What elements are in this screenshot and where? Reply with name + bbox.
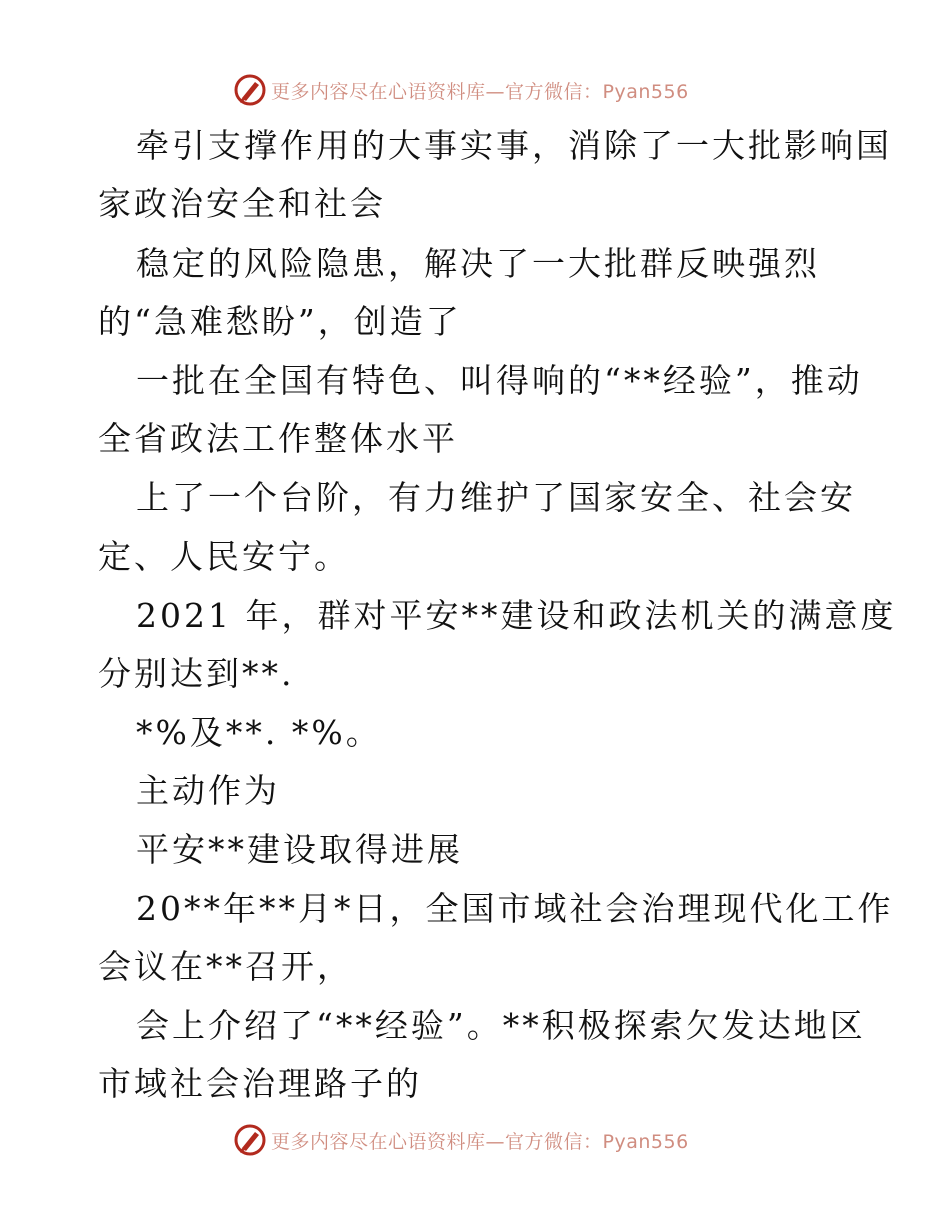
watermark-text: 更多内容尽在心语资料库—官方微信：Pyan556 <box>271 1130 689 1153</box>
text-line: *%及**. *%。 <box>136 713 382 752</box>
pen-logo-icon <box>233 1123 267 1157</box>
footer-watermark <box>233 1122 689 1158</box>
text-line: 分别达到**. <box>98 654 295 693</box>
text-line: 的“急难愁盼”，创造了 <box>98 302 462 341</box>
text-line: 20**年**月*日，全国市域社会治理现代化工作 <box>136 889 894 928</box>
text-line: 一批在全国有特色、叫得响的“**经验”，推动 <box>136 361 863 400</box>
text-line: 2021 年，群对平安**建设和政法机关的满意度 <box>136 596 897 635</box>
text-line: 市域社会治理路子的 <box>98 1064 422 1103</box>
text-line: 牵引支撑作用的大事实事，消除了一大批影响国 <box>136 126 892 165</box>
text-line: 家政治安全和社会 <box>98 184 386 223</box>
watermark-text: 更多内容尽在心语资料库—官方微信：Pyan556 <box>271 80 689 103</box>
text-line: 会上介绍了“**经验”。**积极探索欠发达地区 <box>136 1006 866 1045</box>
text-line: 上了一个台阶，有力维护了国家安全、社会安 <box>136 478 856 517</box>
text-line: 定、人民安宁。 <box>98 537 350 576</box>
text-line: 稳定的风险隐患，解决了一大批群反映强烈 <box>136 244 820 283</box>
text-line: 全省政法工作整体水平 <box>98 419 458 458</box>
text-line: 平安**建设取得进展 <box>136 830 463 869</box>
text-line: 会议在**召开， <box>98 947 353 986</box>
text-line: 主动作为 <box>136 771 280 810</box>
